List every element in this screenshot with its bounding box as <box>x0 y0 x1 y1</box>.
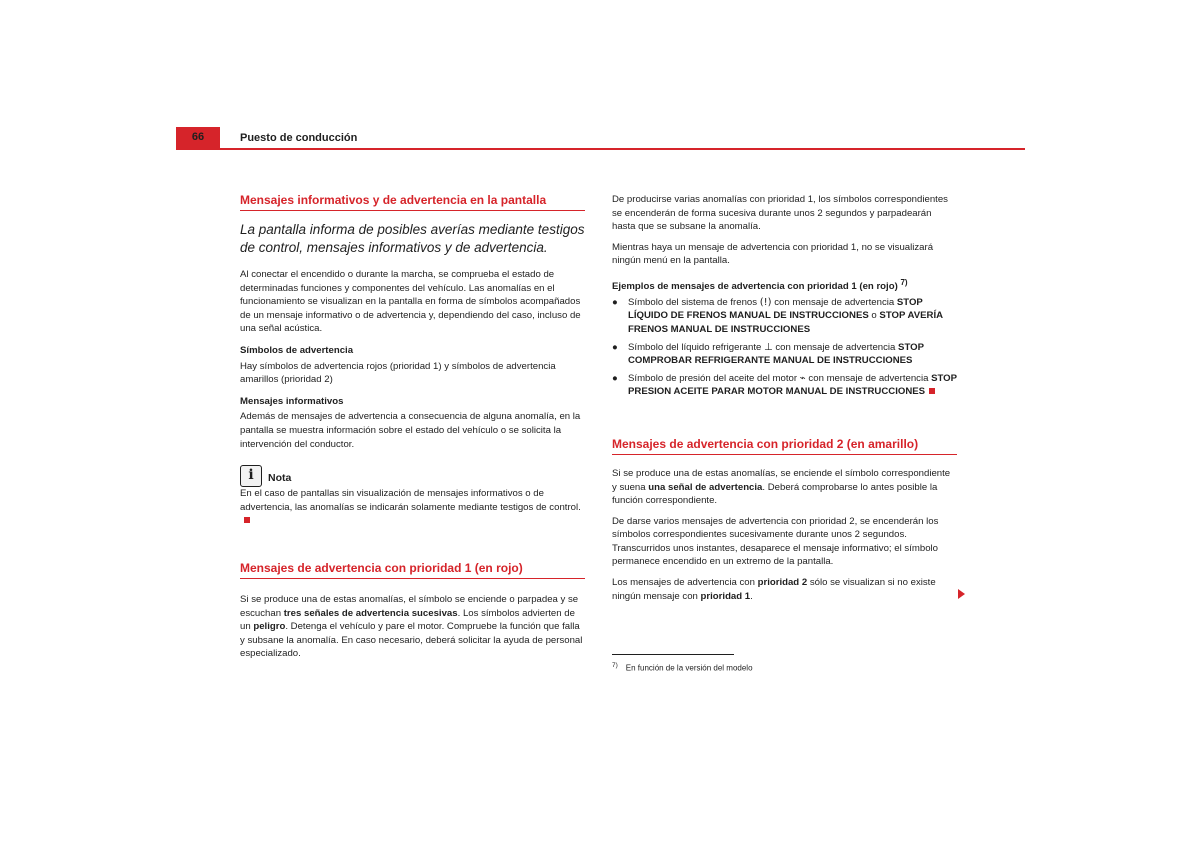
heading-priority-2: Mensajes de advertencia con prioridad 2 (en amarillo) <box>612 437 957 455</box>
bold-text: STOP PRESION ACEITE PARAR MOTOR MANUAL DE INSTRUCCIONES <box>628 372 957 398</box>
footnote-marker: 7) <box>612 662 618 669</box>
footnote-text: En función de la versión del modelo <box>625 663 753 673</box>
subheading-examples <box>612 276 957 294</box>
text: o <box>868 310 880 322</box>
oil-pressure-icon: ⌁ <box>799 372 806 384</box>
text: Símbolo del sistema de frenos <box>628 296 758 308</box>
footnote <box>612 662 753 673</box>
text: Los mensajes de advertencia con <box>612 577 758 589</box>
heading-priority-1: Mensajes de advertencia con prioridad 1 (en rojo) <box>240 561 585 579</box>
text: con mensaje de advertencia <box>771 296 897 308</box>
text: Si se produce una de estas anomalías, el símbolo se enciende o parpadea y se escuchan <box>240 593 579 619</box>
right-column <box>612 193 957 610</box>
note-title: Nota <box>268 472 292 485</box>
paragraph: Mientras haya un mensaje de advertencia con prioridad 1, no se visualizará ningún menú en la pantalla. <box>612 241 934 267</box>
list-item-text <box>628 296 957 337</box>
text: Si se produce una de estas anomalías, se enciende el símbolo correspondiente y suena <box>612 467 951 493</box>
text: con mensaje de advertencia <box>772 341 899 353</box>
bullet-icon: ● <box>612 372 618 384</box>
bold-text: tres señales de advertencia sucesivas <box>283 607 458 619</box>
text: . Deberá comprobarse lo antes posible la función correspondiente. <box>612 481 938 507</box>
heading-info-messages: Mensajes informativos y de advertencia en la pantalla <box>240 193 585 211</box>
text: sólo se visualizan si no existe ningún mensaje con <box>612 577 936 602</box>
note-text-body: En el caso de pantallas sin visualización de mensajes informativos o de advertencia, las anomalías se indicarán solamente mediante testigos de control. <box>240 488 581 513</box>
text: con mensaje de advertencia <box>805 372 932 384</box>
intro-text: La pantalla informa de posibles averías mediante testigos de control, mensajes informativos y de advertencia. <box>240 222 585 255</box>
header-rule <box>176 148 1025 150</box>
section-title: Puesto de conducción <box>240 132 358 144</box>
info-icon: i <box>240 465 262 487</box>
brake-system-icon: (!) <box>759 296 772 308</box>
note-header <box>240 465 585 487</box>
list-item <box>612 372 957 399</box>
text: . <box>750 590 753 602</box>
coolant-icon: ⊥ <box>764 341 773 353</box>
continue-arrow-icon <box>958 589 965 599</box>
paragraph-priority-2 <box>612 467 957 508</box>
paragraph-priority-1 <box>240 593 585 661</box>
bold-text: prioridad 2 <box>757 577 808 589</box>
bold-text: peligro <box>253 621 286 633</box>
left-column <box>240 193 585 668</box>
bold-text: prioridad 1 <box>700 590 751 602</box>
subheading-info-messages: Mensajes informativos <box>240 395 344 407</box>
subheading-text: Ejemplos de mensajes de advertencia con prioridad 1 (en rojo) <box>612 281 898 293</box>
paragraph: Al conectar el encendido o durante la marcha, se comprueba el estado de determinadas funciones y componentes del vehículo. Las anomalías en el funcionamiento se visualizan en la pantalla en forma de símbolos acompañados de un mensaje informativo o de advertencia y, dependiendo del caso, incluso de una señal acústica. <box>240 269 581 335</box>
list-item-text <box>628 341 957 368</box>
paragraph: Además de mensajes de advertencia a consecuencia de alguna anomalía, en la pantalla se muestra información sobre el estado del vehículo o se solicita la intervención del conductor. <box>240 411 581 450</box>
paragraph <box>612 576 957 603</box>
bold-text: STOP LÍQUIDO DE FRENOS MANUAL DE INSTRUCCIONES <box>628 296 923 322</box>
page-number: 66 <box>191 131 205 143</box>
bold-text: STOP COMPROBAR REFRIGERANTE MANUAL DE INSTRUCCIONES <box>628 341 924 367</box>
text: Símbolo del líquido refrigerante <box>628 341 762 353</box>
paragraph: De darse varios mensajes de advertencia con prioridad 2, se encenderán los símbolos correspondientes sucesivamente durante unos 2 segundos. Transcurridos unos instantes, desaparece el mensaje informativo; el símbolo permanece encendido en un extremo de la pantalla. <box>612 515 939 568</box>
bullet-icon: ● <box>612 341 618 353</box>
text: . Detenga el vehículo y pare el motor. Compruebe la función que falla y subsane la anomalía. En caso necesario, deberá solicitar la ayuda de personal especializado. <box>240 621 583 660</box>
list-item-text <box>628 372 957 399</box>
paragraph: De producirse varias anomalías con prioridad 1, los símbolos correspondientes se encenderán de forma sucesiva durante unos 2 segundos y parpadearán hasta que se subsane la anomalía. <box>612 194 948 233</box>
footnote-ref: 7) <box>900 277 908 287</box>
footnote-rule <box>612 654 734 655</box>
text: . Los símbolos advierten de un <box>240 607 575 633</box>
note-text <box>240 487 585 528</box>
text: Símbolo de presión del aceite del motor <box>628 372 798 384</box>
bold-text: STOP AVERÍA FRENOS MANUAL DE INSTRUCCIONES <box>628 310 943 335</box>
bullet-icon: ● <box>612 296 618 308</box>
list-item <box>612 296 957 337</box>
paragraph: Hay símbolos de advertencia rojos (prioridad 1) y símbolos de advertencia amarillos (prioridad 2) <box>240 360 556 386</box>
subheading-warning-symbols: Símbolos de advertencia <box>240 344 354 356</box>
end-of-section-mark <box>244 517 250 523</box>
list-item <box>612 341 957 368</box>
end-of-section-mark <box>929 388 935 394</box>
bold-text: una señal de advertencia <box>648 481 763 493</box>
